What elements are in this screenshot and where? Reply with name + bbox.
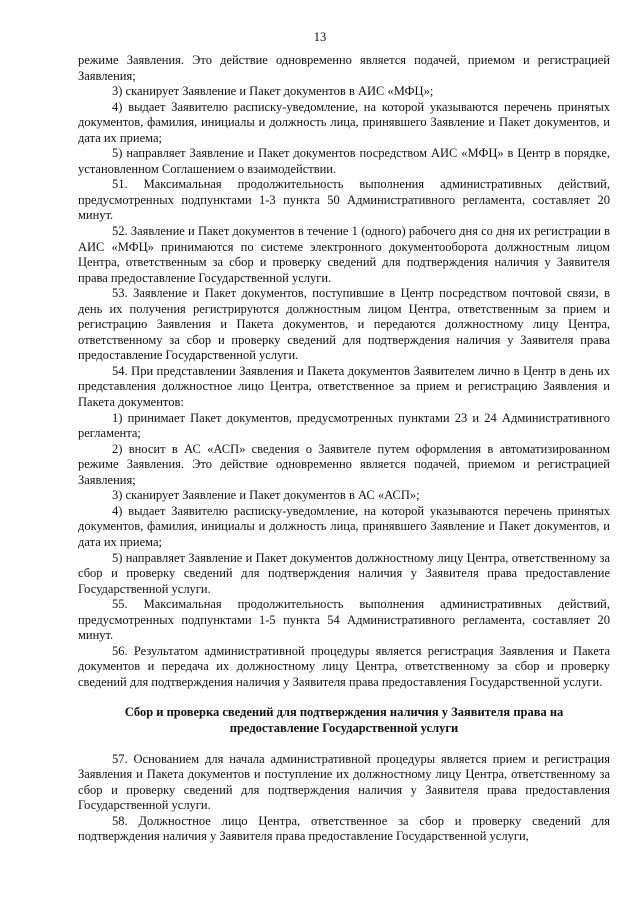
paragraph: 1) принимает Пакет документов, предусмотренных пунктами 23 и 24 Административного регламента; [78, 410, 610, 441]
paragraph: 57. Основанием для начала административной процедуры является прием и регистрация Заявления и Пакета документов и поступление их должностному лицу Центра, ответственному за сбор и проверку сведений для подтверждения наличия у Заявителя права предоставления Государственной услуги. [78, 751, 610, 813]
paragraph: 56. Результатом административной процедуры является регистрация Заявления и Пакета документов и передача их должностному лицу Центра, ответственному за сбор и проверку сведений для подтверждения наличия у Заявителя права предоставления Государственной услуги. [78, 643, 610, 689]
paragraph: 52. Заявление и Пакет документов в течение 1 (одного) рабочего дня со дня их регистрации в АИС «МФЦ» принимаются по системе электронного документооборота должностным лицом Центра, ответственным за сбор и проверку сведений для подтверждения наличия у Заявителя права предоставление Государственной услуги. [78, 224, 610, 285]
page-number: 13 [313, 30, 327, 44]
paragraph: 55. Максимальная продолжительность выполнения административных действий, предусмотренных подпунктами 1-5 пункта 54 Административного регламента, составляет 20 минут. [78, 597, 610, 643]
paragraph: режиме Заявления. Это действие одновременно является подачей, приемом и регистрацией Заявления; [78, 53, 610, 83]
spacer [78, 737, 610, 752]
paragraph: 4) выдает Заявителю расписку-уведомление, на которой указываются перечень принятых документов, фамилия, инициалы и должность лица, принявшего Заявление и Пакет документов, и дата их приема; [78, 503, 610, 549]
paragraph: 2) вносит в АС «АСП» сведения о Заявителе путем оформления в автоматизированном режиме Заявления. Это действие одновременно является подачей, приемом и регистрацией Заявления; [78, 441, 610, 487]
paragraph: 5) направляет Заявление и Пакет документов должностному лицу Центра, ответственному за сбор и проверку сведений для подтверждения наличия у Заявителя права предоставление Государственной услуги. [78, 550, 610, 596]
paragraph: 58. Должностное лицо Центра, ответственное за сбор и проверку сведений для подтверждения наличия у Заявителя права предоставление Государственной услуги, [78, 813, 610, 844]
paragraph: 54. При представлении Заявления и Пакета документов Заявителем лично в Центр в день их представления должностное лицо Центра, ответственное за прием и регистрацию Заявления и Пакета документов: [78, 363, 610, 410]
paragraph: 53. Заявление и Пакет документов, поступившие в Центр посредством почтовой связи, в день их получения регистрируются должностным лицом Центра, ответственным за прием и регистрацию Заявления и Пакета документов, и передаются должностному лицу Центра, ответственному за сбор и проверку сведений для подтверждения наличия у Заявителя права предоставление Государственной услуги. [78, 286, 610, 363]
text-block-bottom [78, 752, 610, 845]
spacer [78, 690, 610, 705]
paragraph: 3) сканирует Заявление и Пакет документов в АИС «МФЦ»; [112, 84, 434, 99]
paragraph: 4) выдает Заявителю расписку-уведомление, на которой указываются перечень принятых документов, фамилия, инициалы и должность лица, принявшего Заявление и Пакет документов, и дата их приема; [78, 99, 610, 145]
paragraph: 51. Максимальная продолжительность выполнения административных действий, предусмотренных подпунктами 1-3 пункта 50 Административного регламента, составляет 20 минут. [78, 177, 610, 223]
text-block-top [78, 53, 610, 690]
document-body [78, 53, 610, 845]
paragraph: 5) направляет Заявление и Пакет документов посредством АИС «МФЦ» в Центр в порядке, установленном Соглашением о взаимодействии. [78, 146, 610, 176]
paragraph: 3) сканирует Заявление и Пакет документов в АС «АСП»; [112, 488, 420, 503]
section-heading: Сбор и проверка сведений для подтверждения наличия у Заявителя права на предоставление Государственной услуги [124, 705, 564, 735]
